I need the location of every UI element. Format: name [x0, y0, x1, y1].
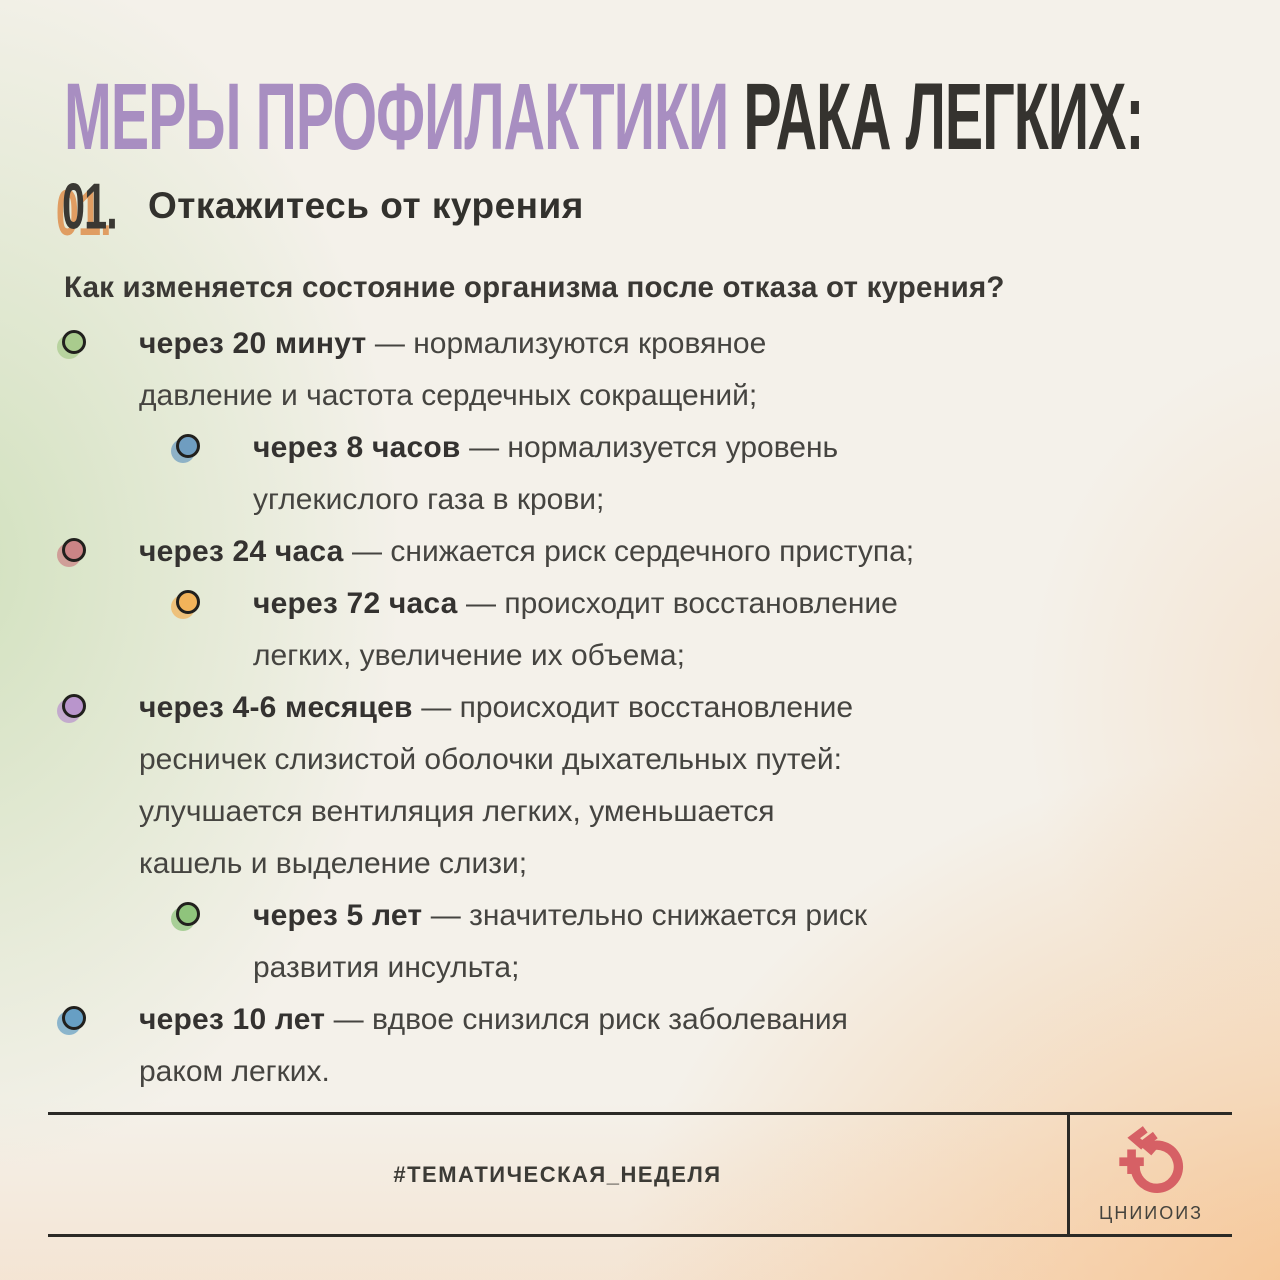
footer-hashtag-cell	[48, 1115, 1070, 1234]
bullet-dot-icon	[62, 694, 86, 718]
bullet-dot-icon	[176, 434, 200, 458]
timeline-item	[0, 890, 1280, 994]
timeline-item	[0, 526, 1280, 578]
section-heading: Откажитесь от курения	[148, 184, 584, 226]
timeline-list	[0, 318, 1280, 1098]
section-header	[62, 168, 584, 243]
page-title	[64, 63, 1144, 170]
timeline-item-text: через 5 лет — значительно снижается риск развития инсульта;	[253, 899, 867, 984]
footer	[48, 1112, 1232, 1237]
bullet-dot-icon	[176, 590, 200, 614]
title-rest: РАКА ЛЕГКИХ:	[743, 63, 1144, 170]
timeline-item	[0, 682, 1280, 890]
section-number: 01.	[62, 168, 117, 243]
timeline-item-text: через 72 часа — происходит восстановление легких, увеличение их объема;	[253, 587, 898, 672]
logo-text: ЦНИИОИЗ	[1099, 1203, 1203, 1223]
timeline-item	[0, 422, 1280, 526]
bullet-dot-icon	[62, 330, 86, 354]
timeline-item-text: через 20 минут — нормализуются кровяное давление и частота сердечных сокращений;	[139, 327, 767, 412]
hashtag: #ТЕМАТИЧЕСКАЯ_НЕДЕЛЯ	[393, 1161, 722, 1187]
timeline-item-text: через 8 часов — нормализуется уровень углекислого газа в крови;	[253, 431, 839, 516]
timeline-item	[0, 318, 1280, 422]
question-text: Как изменяется состояние организма после отказа от курения?	[64, 271, 1005, 304]
timeline-item-text: через 10 лет — вдвое снизился риск заболевания раком легких.	[139, 1003, 848, 1088]
timeline-item-text: через 24 часа — снижается риск сердечного приступа;	[139, 535, 915, 568]
footer-logo-cell	[1070, 1115, 1232, 1234]
bullet-dot-icon	[62, 1006, 86, 1030]
timeline-item-text: через 4-6 месяцев — происходит восстановление ресничек слизистой оболочки дыхательных путей: улучшается вентиляция легких, уменьшается кашель и выделение слизи;	[139, 691, 854, 880]
title-highlight: МЕРЫ ПРОФИЛАКТИКИ	[64, 63, 729, 170]
cniioiz-logo-icon	[1112, 1125, 1190, 1197]
bullet-dot-icon	[62, 538, 86, 562]
timeline-item	[0, 578, 1280, 682]
timeline-item	[0, 994, 1280, 1098]
bullet-dot-icon	[176, 902, 200, 926]
